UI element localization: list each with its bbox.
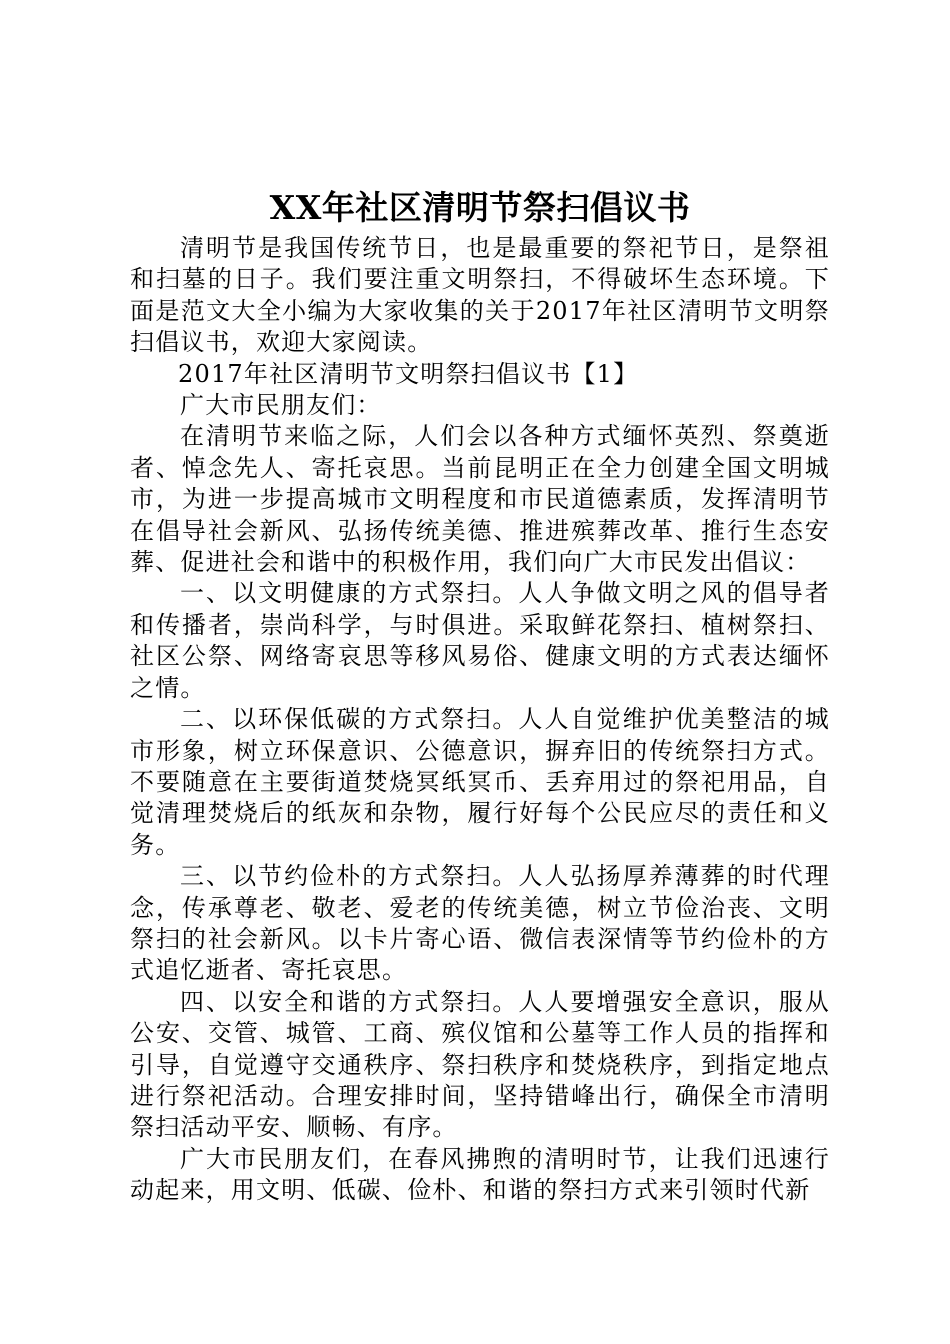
body-paragraph-closing: 广大市民朋友们，在春风拂煦的清明时节，让我们迅速行动起来，用文明、低碳、俭朴、和谐的祭扫方式来引领时代新 xyxy=(130,1144,830,1205)
intro-paragraph: 清明节是我国传统节日，也是最重要的祭祀节日，是祭祖和扫墓的日子。我们要注重文明祭扫，不得破坏生态环境。下面是范文大全小编为大家收集的关于2017年社区清明节文明祭扫倡议书，欢迎大家阅读。 xyxy=(130,234,830,357)
section-subtitle: 2017年社区清明节文明祭扫倡议书【1】 xyxy=(178,359,639,388)
body-paragraph-point-1: 一、以文明健康的方式祭扫。人人争做文明之风的倡导者和传播者，崇尚科学，与时俱进。采取鲜花祭扫、植树祭扫、社区公祭、网络寄哀思等移风易俗、健康文明的方式表达缅怀之情。 xyxy=(130,579,830,702)
document-title: XX年社区清明节祭扫倡议书 xyxy=(269,188,691,227)
body-paragraph-point-3: 三、以节约俭朴的方式祭扫。人人弘扬厚养薄葬的时代理念，传承尊老、敬老、爱老的传统美德，树立节俭治丧、文明祭扫的社会新风。以卡片寄心语、微信表深情等节约俭朴的方式追忆逝者、寄托哀思。 xyxy=(130,862,830,985)
body-paragraph-point-2: 二、以环保低碳的方式祭扫。人人自觉维护优美整洁的城市形象，树立环保意识、公德意识，摒弃旧的传统祭扫方式。不要随意在主要街道焚烧冥纸冥币、丢弃用过的祭祀用品，自觉清理焚烧后的纸灰和杂物，履行好每个公民应尽的责任和义务。 xyxy=(130,705,830,859)
salutation: 广大市民朋友们： xyxy=(180,391,382,420)
document-page xyxy=(130,185,830,1207)
body-paragraph-point-4: 四、以安全和谐的方式祭扫。人人要增强安全意识，服从公安、交管、城管、工商、殡仪馆和公墓等工作人员的指挥和引导，自觉遵守交通秩序、祭扫秩序和焚烧秩序，到指定地点进行祭祀活动。合理安排时间，坚持错峰出行，确保全市清明祭扫活动平安、顺畅、有序。 xyxy=(130,987,830,1142)
body-paragraph-intro: 在清明节来临之际，人们会以各种方式缅怀英烈、祭奠逝者、悼念先人、寄托哀思。当前昆明正在全力创建全国文明城市，为进一步提高城市文明程度和市民道德素质，发挥清明节在倡导社会新风、弘扬传统美德、推进殡葬改革、推行生态安葬、促进社会和谐中的积极作用，我们向广大市民发出倡议： xyxy=(130,422,830,577)
